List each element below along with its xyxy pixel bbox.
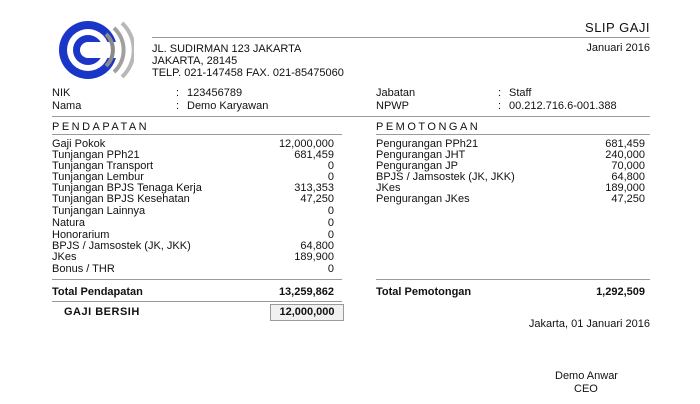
info-divider [52,116,650,117]
list-item-value: 313,353 [294,182,334,194]
deductions-heading-divider [376,134,650,135]
signer-title: CEO [574,383,598,395]
list-item-label: Natura [52,217,86,229]
list-item-value: 47,250 [300,193,334,205]
nik-colon: : [176,87,180,99]
list-item-value: 681,459 [294,149,334,161]
pay-period: Januari 2016 [586,42,650,54]
total-deductions-label: Total Pemotongan [376,286,472,298]
list-item-label: Bonus / THR [52,263,115,275]
list-item-value: 0 [327,205,334,217]
deductions-total-divider [376,279,650,280]
net-divider [52,301,342,302]
list-item-label: BPJS / Jamsostek (JK, JKK) [52,240,191,252]
position-value: Staff [509,87,532,99]
npwp-value: 00.212.716.6-001.388 [509,100,617,112]
income-heading-divider [52,134,342,135]
list-item-label: Pengurangan PPh21 [376,138,479,150]
list-item-value: 0 [327,229,334,241]
npwp-label: NPWP [376,100,409,112]
list-item-label: Pengurangan JKes [376,193,470,205]
list-item-label: Tunjangan BPJS Kesehatan [52,193,190,205]
list-item-label: Tunjangan Transport [52,160,154,172]
nik-label: NIK [52,87,71,99]
address-line-2: JAKARTA, 28145 [152,55,238,67]
list-item-label: Honorarium [52,229,110,241]
deductions-heading: PEMOTONGAN [376,121,481,133]
position-colon: : [498,87,502,99]
address-line-1: JL. SUDIRMAN 123 JAKARTA [152,43,302,55]
income-heading: PENDAPATAN [52,121,150,133]
list-item-label: BPJS / Jamsostek (JK, JKK) [376,171,515,183]
list-item-value: 47,250 [611,193,645,205]
list-item-label: Tunjangan Lembur [52,171,144,183]
npwp-colon: : [498,100,502,112]
title-divider [152,37,650,38]
signing-date: Jakarta, 01 Januari 2016 [528,318,650,330]
name-value: Demo Karyawan [187,100,269,112]
document-title: SLIP GAJI [585,20,650,35]
name-label: Nama [52,100,82,112]
list-item-value: 0 [327,263,334,275]
total-income-label: Total Pendapatan [52,286,143,298]
list-item-value: 681,459 [605,138,645,150]
net-salary-value: 12,000,000 [270,304,344,321]
list-item-value: 189,900 [294,251,334,263]
list-item-value: 0 [327,160,334,172]
list-item-label: Pengurangan JP [376,160,458,172]
list-item-value: 240,000 [605,149,645,161]
net-salary-label: GAJI BERSIH [64,306,140,318]
list-item-label: Tunjangan BPJS Tenaga Kerja [52,182,202,194]
address-line-3: TELP. 021-147458 FAX. 021-85475060 [152,67,344,79]
list-item-label: Pengurangan JHT [376,149,466,161]
list-item-value: 64,800 [300,240,334,252]
list-item-value: 0 [327,217,334,229]
list-item-value: 0 [327,171,334,183]
list-item-value: 64,800 [611,171,645,183]
list-item-label: Tunjangan PPh21 [52,149,140,161]
list-item-label: Tunjangan Lainnya [52,205,146,217]
company-logo [58,12,134,88]
nik-value: 123456789 [187,87,243,99]
position-label: Jabatan [376,87,416,99]
income-total-divider [52,279,342,280]
list-item-label: JKes [376,182,401,194]
total-deductions-value: 1,292,509 [596,286,645,298]
list-item-label: JKes [52,251,77,263]
list-item-label: Gaji Pokok [52,138,106,150]
total-income-value: 13,259,862 [278,286,334,298]
list-item-value: 12,000,000 [278,138,334,150]
signer-name: Demo Anwar [555,370,618,382]
list-item-value: 70,000 [611,160,645,172]
name-colon: : [176,100,180,112]
list-item-value: 189,000 [605,182,645,194]
